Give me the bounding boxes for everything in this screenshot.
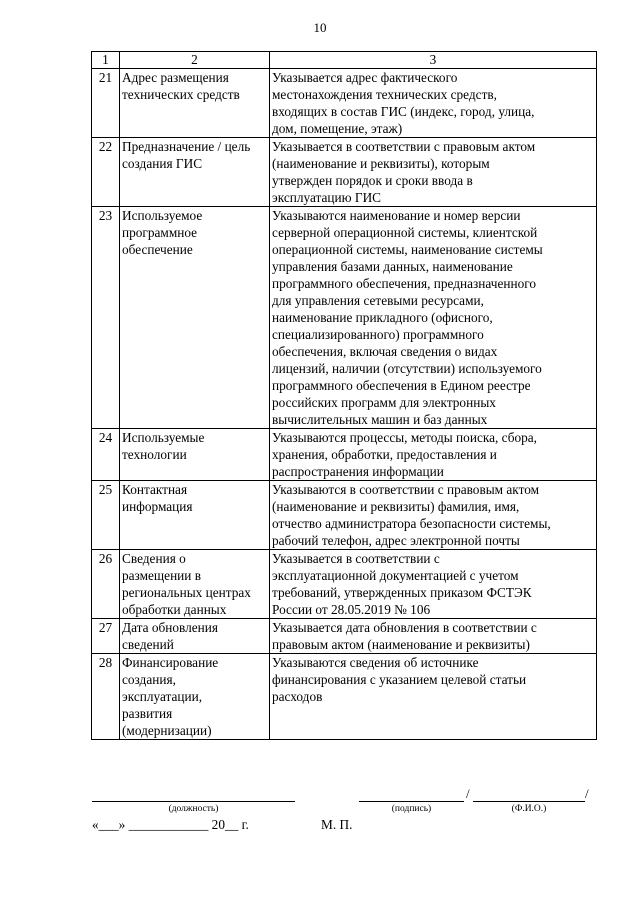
description-line: (наименование и реквизиты), которым (272, 156, 490, 171)
description-line: программного обеспечения в Едином реестре (272, 378, 531, 393)
header-col-3: 3 (270, 52, 597, 69)
field-name-line: Дата обновления (122, 620, 218, 635)
description-line: Указываются в соответствии с правовым актом (272, 482, 540, 497)
description-line: утвержден порядок и сроки ввода в (272, 173, 473, 188)
description-line: финансирования с указанием целевой статьи (272, 672, 527, 687)
field-name-line: технологии (122, 447, 187, 462)
description-line: специализированного) программного (272, 327, 484, 342)
description-line: Указываются процессы, методы поиска, сбора, (272, 430, 538, 445)
row-number: 25 (92, 481, 120, 550)
description-line: требований, утвержденных приказом ФСТЭК (272, 585, 532, 600)
field-name-line: (модернизации) (122, 723, 212, 738)
description-line: Указывается адрес фактического (272, 70, 458, 85)
field-name-line: размещении в (122, 568, 202, 583)
description-line: вычислительных машин и баз данных (272, 412, 488, 427)
description-line: отчество администратора безопасности системы, (272, 516, 551, 531)
field-name-line: технических средств (122, 87, 240, 102)
description-line: Указывается в соответствии с (272, 551, 440, 566)
row-number: 28 (92, 654, 120, 740)
field-name-line: создания, (122, 672, 176, 687)
description-line: программного обеспечения, предназначенного (272, 276, 537, 291)
page-number: 10 (313, 20, 327, 35)
row-number: 26 (92, 550, 120, 619)
signature-underline (359, 801, 464, 802)
field-name-line: Предназначение / цель (122, 139, 251, 154)
description-line: операционной системы, наименование системы (272, 242, 543, 257)
signature-slash-1: / (466, 786, 470, 801)
description-line: Указываются наименование и номер версии (272, 208, 521, 223)
stamp-place: М. П. (321, 817, 353, 832)
description-line: серверной операционной системы, клиентской (272, 225, 538, 240)
header-col-1: 1 (92, 52, 120, 69)
description-line: входящих в состав ГИС (индекс, город, улица, (272, 104, 535, 119)
signature-label: (подпись) (391, 804, 432, 814)
description-line: эксплуатационной документацией с учетом (272, 568, 519, 583)
position-underline (92, 801, 295, 802)
description-line: местонахождения технических средств, (272, 87, 497, 102)
description-line: дом, помещение, этаж) (272, 121, 403, 136)
field-name-line: обеспечение (122, 242, 193, 257)
description-line: для управления сетевыми ресурсами, (272, 293, 484, 308)
description-line: рабочий телефон, адрес электронной почты (272, 533, 520, 548)
name-label: (Ф.И.О.) (511, 804, 547, 814)
field-name-line: развития (122, 706, 173, 721)
field-name-line: Используемое (122, 208, 203, 223)
field-name-line: региональных центрах (122, 585, 251, 600)
description-line: правовым актом (наименование и реквизиты) (272, 637, 530, 652)
position-label: (должность) (168, 804, 219, 814)
row-number: 27 (92, 619, 120, 654)
field-name-line: информация (122, 499, 193, 514)
row-number: 24 (92, 429, 120, 481)
description-line: российских программ для электронных (272, 395, 496, 410)
field-name-line: Контактная (122, 482, 188, 497)
description-line: России от 28.05.2019 № 106 (272, 602, 431, 617)
description-line: хранения, обработки, предоставления и (272, 447, 497, 462)
row-number: 22 (92, 138, 120, 207)
row-number: 21 (92, 69, 120, 138)
name-underline (473, 801, 585, 802)
signature-slash-2: / (585, 786, 589, 801)
description-line: Указывается дата обновления в соответствии с (272, 620, 537, 635)
description-line: Указывается в соответствии с правовым актом (272, 139, 536, 154)
description-line: расходов (272, 689, 323, 704)
field-name-line: Адрес размещения (122, 70, 229, 85)
field-name-line: Используемые (122, 430, 205, 445)
description-line: обеспечения, включая сведения о видах (272, 344, 498, 359)
field-name-line: создания ГИС (122, 156, 203, 171)
field-name-line: эксплуатации, (122, 689, 203, 704)
field-name-line: сведений (122, 637, 174, 652)
description-line: лицензий, наличии (отсутствии) используемого (272, 361, 542, 376)
header-col-2: 2 (120, 52, 270, 69)
description-line: наименование прикладного (офисного, (272, 310, 493, 325)
description-line: управления базами данных, наименование (272, 259, 513, 274)
row-number: 23 (92, 207, 120, 429)
description-line: (наименование и реквизиты) фамилия, имя, (272, 499, 520, 514)
description-line: распространения информации (272, 464, 444, 479)
date-line: «___» ____________ 20__ г. (92, 817, 249, 832)
field-name-line: программное (122, 225, 198, 240)
field-name-line: Финансирование (122, 655, 219, 670)
field-name-line: Сведения о (122, 551, 186, 566)
field-name-line: обработки данных (122, 602, 227, 617)
description-line: эксплуатацию ГИС (272, 190, 382, 205)
description-line: Указываются сведения об источнике (272, 655, 479, 670)
